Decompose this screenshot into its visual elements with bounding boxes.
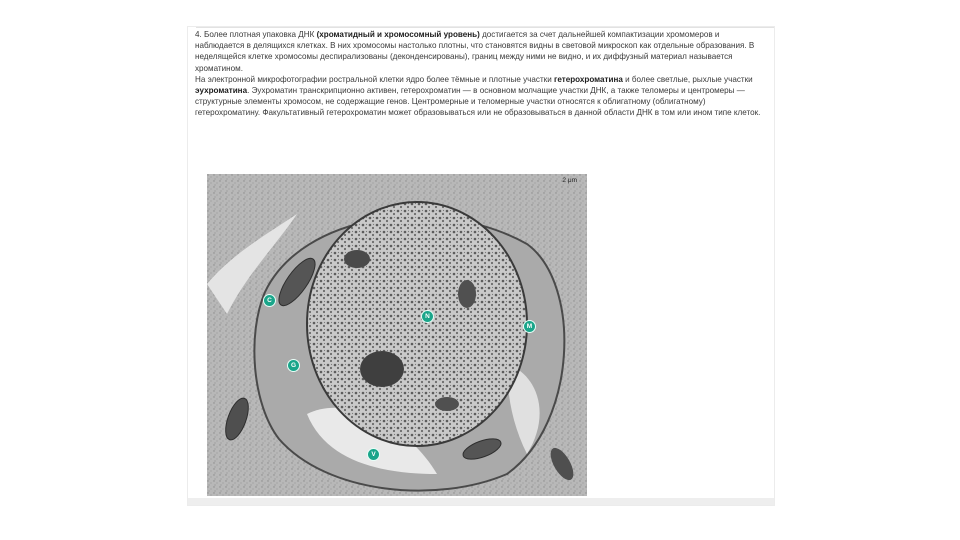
paragraph-1-text-a: Более плотная упаковка ДНК bbox=[201, 30, 317, 39]
paragraph-2-text-a: На электронной микрофотографии ростральной клетки ядро более тёмные и плотные участки bbox=[195, 74, 554, 84]
paragraph-1 bbox=[195, 29, 770, 74]
marker-g: G bbox=[287, 359, 300, 372]
paragraph-1-bold: (хроматидный и хромосомный уровень) bbox=[316, 30, 480, 39]
marker-m: M bbox=[523, 320, 536, 333]
micrograph-image bbox=[207, 174, 587, 496]
top-divider bbox=[196, 27, 774, 28]
paragraph-2-text-c: . Эухроматин транскрипционно активен, гетерохроматин — в основном молчащие участки ДНК, а также теломеры и центромеры — структурные элементы хромосом, не содержащие генов. Центромерные и теломерные участки относятся к облигатному (облигатному) гетерохроматину. Факультативный гетерохроматин может образовываться или не образовываться в данной области ДНК в том или ином типе клеток. bbox=[195, 86, 761, 118]
marker-c: C bbox=[263, 294, 276, 307]
paragraph-2 bbox=[195, 74, 770, 119]
paragraph-number: 4. bbox=[195, 30, 202, 39]
heterochromatin-term: гетерохроматина bbox=[553, 74, 623, 84]
scale-bar-label: 2 μm bbox=[562, 177, 577, 184]
euchromatin-term: эухроматина bbox=[195, 86, 248, 96]
electron-micrograph bbox=[207, 174, 587, 496]
body-text bbox=[195, 29, 770, 119]
bottom-divider bbox=[188, 498, 774, 505]
marker-n: N bbox=[421, 310, 434, 323]
paragraph-2-text-b: и более светлые, рыхлые участки bbox=[622, 74, 753, 84]
marker-v: V bbox=[367, 448, 380, 461]
paragraph-1-text-b: достигается за счет дальнейшей компактизации хромомеров и наблюдается в делящихся клетках. В них хромосомы настолько плотны, что становятся видны в световой микроскоп как отдельные образования. В неделящейся клетке хромосомы деспирализованы (деконденсированы), границ между ними не видно, и их диффузный материал называется хроматином. bbox=[195, 30, 755, 73]
